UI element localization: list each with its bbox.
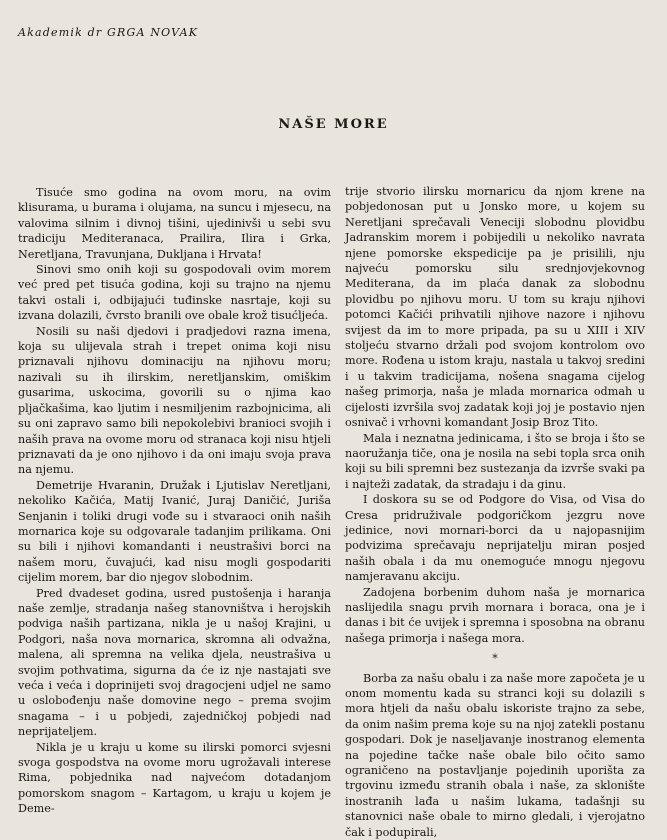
paragraph: Zadojena borbenim duhom naša je mornarica naslijedila snagu prvih mornara i boraca, ona je i danas i bit će uvijek i spremna i sposobna na obranu našega primorja i našega mora. [345,585,645,645]
paragraph: Nikla je u kraju u kome su ilirski pomorci svjesni svoga gospodstva na ovome moru ugrožavali interese Rima, pobjednika nad najvećom dotadanjom pomorskom snagom – Kartagom, u kraju u kojem je Deme- [18,740,331,816]
article-title: NAŠE MORE [278,117,389,132]
section-separator: * [492,652,498,666]
right-column [345,184,645,840]
paragraph: Nosili su naši djedovi i pradjedovi razna imena, koja su ulijevala strah i trepet onima koji nisu priznavali njihovu dominaciju na njihovu moru; nazivali su ih ilirskim, neretljanskim, omiškim gusarima, uskocima, govorili su o njima kao pljačkašima, kao ljutim i nesmiljenim razbojnicima, ali su oni zapravo samo bili nepokolebivi branioci svojih i naših prava na ovome moru od stranaca koji nisu htjeli priznavati da je ono njihovo i da oni imaju svoja prava na njemu. [18,324,331,477]
paragraph: Borba za našu obalu i za naše more započeta je u onom momentu kada su stranci koji su dolazili s mora htjeli da našu obalu iskoriste trajno za sebe, da onim našim prema koje su na njoj zatekli postanu gospodari. Dok je naseljavanje inostranog elementa na pojedine tačke naše obale bilo očito samo ograničeno na postavljanje pojedinih uporišta za trgovinu između stranih obala i naše, za sklonište inostranih lađa u našim lukama, tadašnji su stanovnici naše obale to mirno gledali, i vjerojatno čak i podupirali, [345,671,645,839]
paragraph: Sinovi smo onih koji su gospodovali ovim morem već pred pet tisuća godina, koji su trajno na njemu takvi ostali i, odbijajući tuđinske nasrtaje, koji su izvana dolazili, čvrsto branili ove obale krož tisućljeća. [18,263,331,323]
paragraph: I doskora su se od Podgore do Visa, od Visa do Cresa pridruživale podgoričkom jezgru nove jedinice, novi mornari-borci da u najopasnijim podvizima sprečavaju neprijatelju miran posjed naših obala i da mu onemoguće mnogu njegovu namjeravanu akciju. [345,493,645,584]
paragraph: Mala i neznatna jedinicama, i što se broja i što se naoružanja tiče, ona je nosila na sebi topla srca onih koji su bili spremni bez sustezanja da izvrše svaki pa i najteži zadatak, da stradaju i da ginu. [345,431,645,491]
left-column [18,185,331,817]
paragraph: trije stvorio ilirsku mornaricu da njom krene na pobjedonosan put u Jonsko more, u kojem su Neretljani sprečavali Veneciji slobodnu plovidbu Jadranskim morem i pobijedili u nekoliko navrata njene pomorske ekspedicije pa je prisilili, nju najveću pomorsku silu srednjovjekovnog Mediterana, da im plaća danak za slobodnu plovidbu po njihovu moru. U tom su kraju njihovi potomci Kačići prihvatili njihove nazore i njihovu svijest da im to more pripada, pa su u XIII i XIV stoljeću stvarno držali pod svojom kontrolom ovo more. Rođena u istom kraju, nastala u takvoj sredini i u takvim tradicijama, nošena snagama cijelog našeg primorja, naša je mlada mornarica odmah u cijelosti izvršila svoj zadatak koji joj je postavio njen osnivač i vrhovni komandant Josip Broz Tito. [345,185,645,430]
author-header: Akademik dr GRGA NOVAK [18,26,199,39]
paragraph: Tisuće smo godina na ovom moru, na ovim klisurama, u burama i olujama, na suncu i mjesecu, na valovima silnim i divnoj tišini, ujedinivši u sebi svu tradiciju Mediteranaca, Prailira, Ilira i Grka, Neretljana, Travunjana, Dukljana i Hrvata! [18,186,331,261]
paragraph: Demetrije Hvaranin, Družak i Ljutislav Neretljani, nekoliko Kačića, Matij Ivanić, Juraj Daničić, Juriša Senjanin i toliki drugi vođe su i stvaraoci onih naših mornarica koje su odgovarale tadanjim prilikama. Oni su bili i njihovi komandanti i neustrašivi borci na našem moru, čuvajući, kad nisu mogli gospodariti cijelim morem, bar dio njegov slobodnim. [18,478,331,585]
paragraph: Pred dvadeset godina, usred pustošenja i haranja naše zemlje, stradanja našeg stanovništva i herojskih podviga naših partizana, nikla je u našoj Krajini, u Podgori, naša nova mornarica, skromna ali odvažna, malena, ali spremna na velika djela, neustrašiva u svojim pothvatima, sigurna da će iz nje nastajati sve veća i veća i doprinijeti svoj dragocjeni udjel ne samo u oslobođenju naše domovine nego – prema svojim snagama – i u pobjedi, zajedničkoj pobjedi nad neprijateljem. [18,586,331,739]
